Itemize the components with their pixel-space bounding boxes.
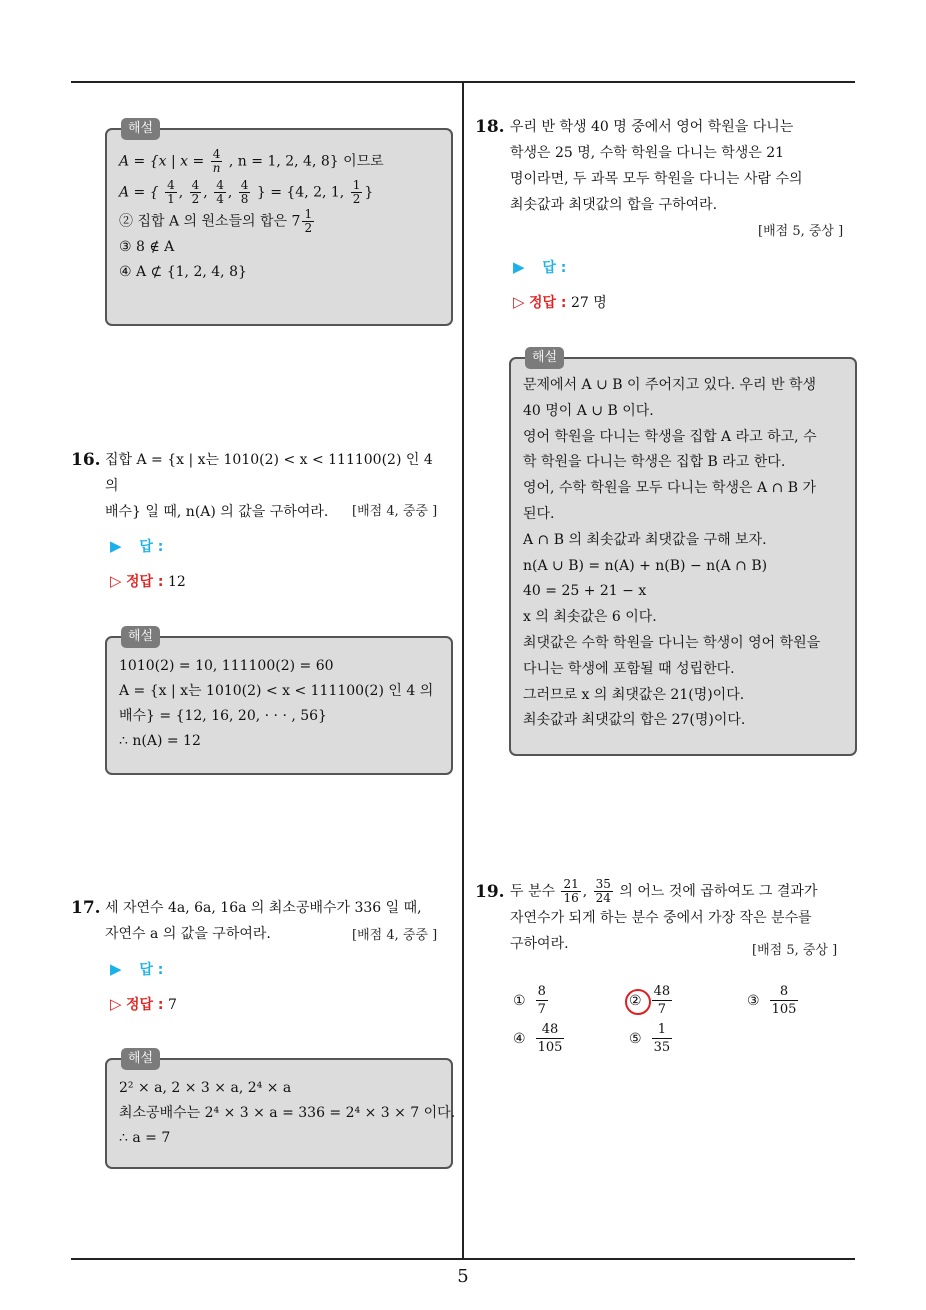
score-meta: [배점 5, 중상 ] [752, 943, 838, 958]
correct-answer-row: ▷ 정답 : 27 명 [513, 293, 607, 311]
solution-line: A = {x | x = $\frac{4}{n}$ , n = 1, 2, 4, 8} 이므로 [119, 147, 384, 175]
choice-1[interactable]: ① $\frac{8}{7}$ [513, 984, 546, 1017]
answer-row: ▶ 답 : [513, 258, 567, 276]
choice-3[interactable]: ③ $\frac{8}{105}$ [747, 984, 797, 1017]
outline-play-icon: ▷ [110, 995, 122, 1013]
fraction: $\frac{4}{8}$ [240, 178, 249, 206]
fraction: $\frac{48}{105}$ [537, 1022, 563, 1055]
solution-line: 1010(2) = 10, 111100(2) = 60 [119, 658, 334, 674]
solution-line: ④ A ⊄ {1, 2, 4, 8} [119, 264, 247, 280]
solution-line: n(A ∪ B) = n(A) + n(B) − n(A ∩ B) [523, 557, 768, 574]
correct-answer-row: ▷ 정답 : 7 [110, 995, 177, 1013]
solution-tag: 해설 [525, 347, 564, 369]
solution-box-15 [105, 121, 453, 326]
question-number: 18. [475, 117, 505, 137]
fraction: $\frac{48}{7}$ [653, 984, 671, 1017]
solution-line: A = { $\frac{4}{1}$ , $\frac{4}{2}$ , $\frac{4}{4}$ , $\frac{4}{8}$ } = {4, 2, 1, $\frac{1}{2}$ } [119, 178, 374, 206]
question-number: 16. [71, 450, 101, 470]
solution-line: A = {x | x는 1010(2) < x < 111100(2) 인 4 의 [119, 683, 434, 699]
question-number: 19. [475, 882, 505, 902]
score-meta: [배점 4, 중중 ] [352, 504, 438, 519]
fraction: $\frac{4}{n}$ [212, 147, 221, 175]
solution-line: 문제에서 A ∪ B 이 주어지고 있다. 우리 반 학생 [523, 377, 817, 393]
choice-4[interactable]: ④ $\frac{48}{105}$ [513, 1022, 563, 1055]
score-meta: [배점 4, 중중 ] [352, 928, 438, 943]
solution-tag: 해설 [121, 118, 160, 140]
play-icon: ▶ [513, 258, 525, 276]
solution-line: A ∩ B 의 최솟값과 최댓값을 구해 보자. [523, 531, 767, 548]
correct-answer-row: ▷ 정답 : 12 [110, 572, 186, 590]
answer-row: ▶ 답 : [110, 537, 164, 555]
solution-line: 영어, 수학 학원을 모두 다니는 학생은 A ∩ B 가 [523, 480, 817, 497]
solution-box-16 [105, 629, 453, 775]
outline-play-icon: ▷ [110, 572, 122, 590]
question-18-text: 우리 반 학생 40 명 중에서 영어 학원을 다니는 학생은 25 명, 수학 학원을 다니는 학생은 21 명이라면, 두 과목 모두 학원을 다니는 사람 수의 최솟값과 최댓값의 합을 구하여라. [510, 119, 803, 213]
solution-line: 된다. [523, 505, 555, 522]
solution-line: 학 학원을 다니는 학생은 집합 B 라고 한다. [523, 454, 786, 471]
solution-line: 2² × a, 2 × 3 × a, 2⁴ × a [119, 1080, 292, 1096]
score-meta: [배점 5, 중상 ] [758, 224, 844, 239]
outline-play-icon: ▷ [513, 293, 525, 311]
fraction: $\frac{21}{16}$ [563, 877, 579, 905]
solution-line: ③ 8 ∉ A [119, 239, 175, 255]
fraction: $\frac{1}{35}$ [653, 1022, 671, 1055]
choice-5[interactable]: ⑤ $\frac{1}{35}$ [629, 1022, 671, 1055]
answer-row: ▶ 답 : [110, 960, 164, 978]
selected-answer-circle [625, 989, 651, 1015]
solution-tag: 해설 [121, 1048, 160, 1070]
solution-line: ∴ a = 7 [119, 1130, 171, 1146]
solution-tag: 해설 [121, 626, 160, 648]
solution-line: x 의 최솟값은 6 이다. [523, 609, 657, 626]
fraction: $\frac{4}{2}$ [191, 178, 200, 206]
solution-box-17 [105, 1051, 456, 1169]
choice-2[interactable]: ② $\frac{48}{7}$ [629, 983, 674, 1018]
footer-rule [71, 1258, 855, 1260]
solution-line: 최솟값과 최댓값의 합은 27(명)이다. [523, 712, 746, 729]
solution-line: ② 집합 A 의 원소들의 합은 7 $\frac{1}{2}$ [119, 207, 313, 235]
question-17-text: 세 자연수 4a, 6a, 16a 의 최소공배수가 336 일 때, 자연수 a 의 값을 구하여라. [105, 900, 422, 942]
solution-line: 그러므로 x 의 최댓값은 21(명)이다. [523, 686, 745, 703]
solution-line: 영어 학원을 다니는 학생을 집합 A 라고 하고, 수 [523, 428, 817, 445]
solution-line: 최소공배수는 2⁴ × 3 × a = 336 = 2⁴ × 3 × 7 이다. [119, 1105, 456, 1121]
column-divider [462, 83, 464, 1258]
solution-line: 40 = 25 + 21 − x [523, 583, 647, 600]
fraction: $\frac{35}{24}$ [595, 877, 611, 905]
solution-line: 최댓값은 수학 학원을 다니는 학생이 영어 학원을 [523, 634, 821, 651]
play-icon: ▶ [110, 537, 122, 555]
question-19-text: 두 분수 $\frac{21}{16}$ , $\frac{35}{24}$ 의 어느 것에 곱하여도 그 결과가 자연수가 되게 하는 분수 중에서 가장 작은 분수를 구하여라. [510, 877, 818, 952]
page-number: 5 [457, 1266, 469, 1287]
question-16-text: 집합 A = {x | x는 1010(2) < x < 111100(2) 인 4 의 배수} 일 때, n(A) 의 값을 구하여라. [105, 452, 433, 520]
fraction: $\frac{8}{105}$ [771, 984, 797, 1017]
fraction: $\frac{1}{2}$ [304, 207, 313, 235]
solution-line: 40 명이 A ∪ B 이다. [523, 402, 654, 419]
solution-line: ∴ n(A) = 12 [119, 733, 201, 749]
fraction: $\frac{4}{4}$ [216, 178, 224, 206]
fraction: $\frac{4}{1}$ [167, 178, 175, 206]
solution-box-18 [509, 350, 857, 756]
play-icon: ▶ [110, 960, 122, 978]
question-number: 17. [71, 898, 101, 918]
fraction: $\frac{8}{7}$ [537, 984, 546, 1017]
solution-line: 배수} = {12, 16, 20, · · · , 56} [119, 708, 327, 724]
solution-line: 다니는 학생에 포함될 때 성립한다. [523, 660, 735, 677]
fraction: $\frac{1}{2}$ [352, 178, 361, 206]
